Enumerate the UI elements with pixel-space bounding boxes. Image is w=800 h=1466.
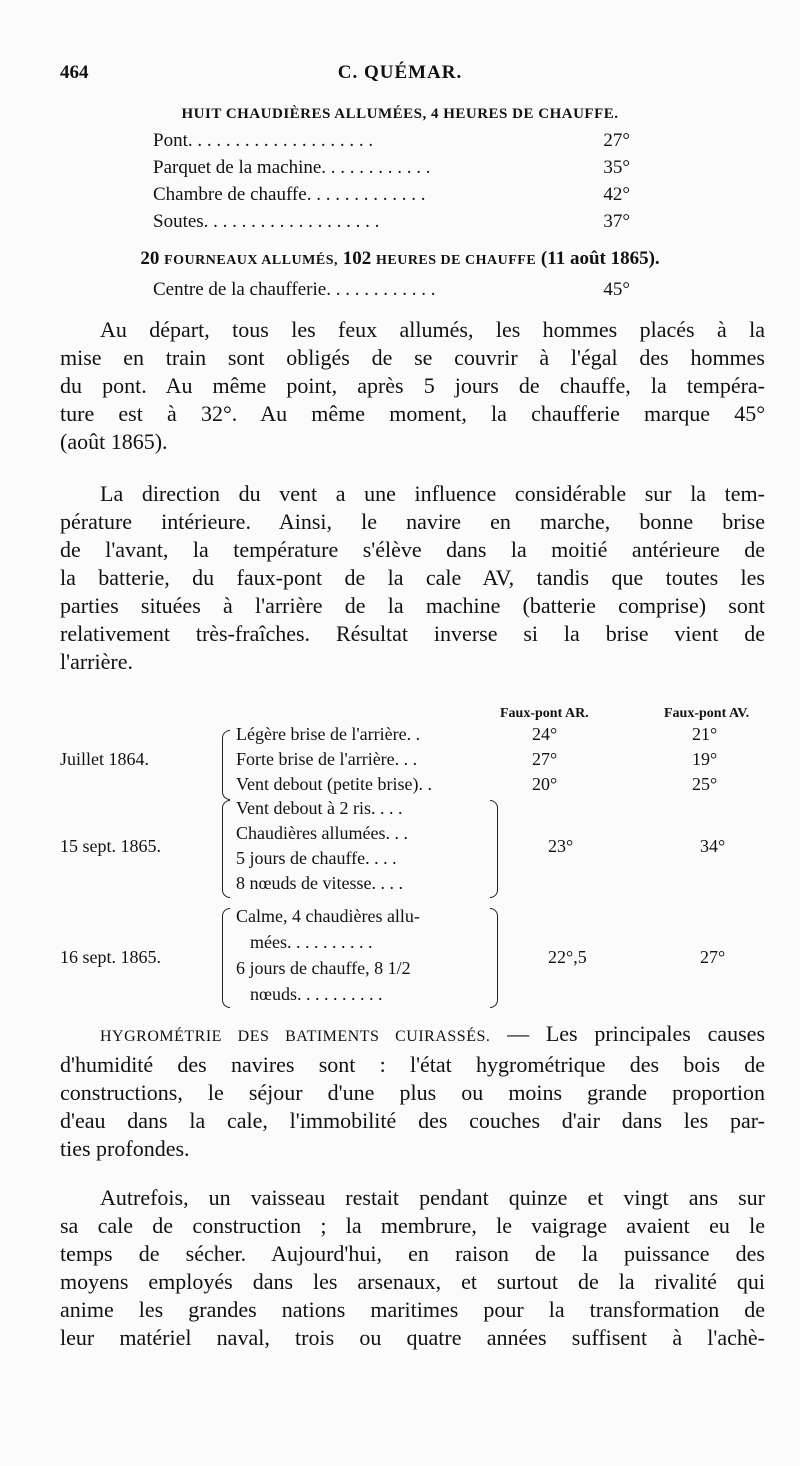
section-title-smallcaps: HYGROMÉTRIE DES BATIMENTS CUIRASSÉS. <box>100 1028 491 1045</box>
text-line: l'arrière. <box>60 649 133 674</box>
heading-date: (11 août 1865). <box>540 248 660 269</box>
text-line: La direction du vent a une influence considérable sur la tem- <box>100 481 765 506</box>
row-label: Centre de la chaufferie. . . . . . . . . . . . <box>153 279 436 300</box>
date-label: Juillet 1864. <box>60 749 149 769</box>
temp-ar: 23° <box>548 836 574 856</box>
heading-number: 20 <box>140 248 160 269</box>
column-header-faux-pont-av: Faux-pont AV. <box>664 706 750 721</box>
text-line <box>60 1020 765 1051</box>
condition-text: 5 jours de chauffe. . . . <box>236 848 397 868</box>
row-value: 45° <box>603 279 630 300</box>
text-line: anime les grandes nations maritimes pour la transformation de <box>60 1297 765 1322</box>
row-value: 27° <box>603 130 630 151</box>
row-value: 42° <box>603 184 630 205</box>
text-line: Au départ, tous les feux allumés, les hommes placés à la <box>100 317 765 342</box>
condition-text: 6 jours de chauffe, 8 1/2 <box>236 958 411 978</box>
running-title: C. QUÉMAR. <box>337 62 463 83</box>
condition-text: Chaudières allumées. . . <box>236 823 408 843</box>
temp-ar: 22°,5 <box>548 947 587 967</box>
left-brace <box>222 800 230 898</box>
heading-smallcaps: HEURES DE CHAUFFE <box>375 253 537 268</box>
text-line: relativement très-fraîches. Résultat inverse si la brise vient de <box>60 621 765 646</box>
row-label: Soutes. . . . . . . . . . . . . . . . . . . <box>153 211 380 232</box>
temp-av: 27° <box>700 947 726 967</box>
text-line: du pont. Au même point, après 5 jours de chauffe, la tempéra- <box>60 373 765 398</box>
right-brace <box>490 800 498 898</box>
text-line: sa cale de construction ; la membrure, le vaigrage avaient eu le <box>60 1213 765 1238</box>
temp-ar: 27° <box>532 749 558 769</box>
row-label: Pont. . . . . . . . . . . . . . . . . . . . <box>153 130 374 151</box>
row-label: Parquet de la machine. . . . . . . . . . . . <box>153 157 431 178</box>
temp-av: 21° <box>692 724 718 744</box>
paragraph-hygrometry <box>60 1020 765 1163</box>
text-line: la batterie, du faux-pont de la cale AV, tandis que toutes les <box>60 565 765 590</box>
text-line: moyens employés dans les arsenaux, et surtout de la rivalité qui <box>60 1269 765 1294</box>
row-label: Chambre de chauffe. . . . . . . . . . . . . <box>153 184 426 205</box>
right-brace <box>490 908 498 1008</box>
text-line: ture est à 32°. Au même moment, la chaufferie marque 45° <box>60 401 765 426</box>
condition-text: mées. . . . . . . . . . <box>250 932 373 952</box>
condition-text: nœuds. . . . . . . . . . <box>250 984 383 1004</box>
heading-number: 102 <box>342 248 372 269</box>
text-line: mise en train sont obligés de se couvrir à l'égal des hommes <box>60 345 765 370</box>
text-line: d'humidité des navires sont : l'état hygrométrique des bois de <box>60 1052 765 1077</box>
section-heading-eight-boilers: HUIT CHAUDIÈRES ALLUMÉES, 4 HEURES DE CHAUFFE. <box>181 106 619 122</box>
condition-text: Vent debout à 2 ris. . . . <box>236 798 403 818</box>
date-label: 16 sept. 1865. <box>60 947 161 967</box>
left-brace <box>222 730 230 800</box>
section-heading-twenty-furnaces <box>0 248 800 270</box>
text-line: ties profondes. <box>60 1136 190 1161</box>
text-line: de l'avant, la température s'élève dans la moitié antérieure de <box>60 537 765 562</box>
paragraph-departure <box>60 316 765 456</box>
condition-text: 8 nœuds de vitesse. . . . <box>236 873 403 893</box>
text-line: Autrefois, un vaisseau restait pendant quinze et vingt ans sur <box>100 1185 765 1210</box>
date-label: 15 sept. 1865. <box>60 836 161 856</box>
condition-text: Légère brise de l'arrière. . <box>236 724 421 744</box>
condition-text: Calme, 4 chaudières allu- <box>236 906 420 926</box>
text-line: leur matériel naval, trois ou quatre années suffisent à l'achè- <box>60 1325 765 1350</box>
page-number: 464 <box>60 62 89 83</box>
paragraph-wind-direction <box>60 480 765 676</box>
temp-av: 25° <box>692 774 718 794</box>
temp-ar: 24° <box>532 724 558 744</box>
text-line: (août 1865). <box>60 429 168 454</box>
text-line: parties situées à l'arrière de la machine (batterie comprise) sont <box>60 593 765 618</box>
heading-smallcaps: FOURNEAUX ALLUMÉS, <box>164 253 338 268</box>
text-run: — Les principales causes <box>490 1021 766 1046</box>
temp-ar: 20° <box>532 774 558 794</box>
temp-av: 34° <box>700 836 726 856</box>
left-brace <box>222 908 230 1008</box>
row-value: 37° <box>603 211 630 232</box>
text-line: pérature intérieure. Ainsi, le navire en marche, bonne brise <box>60 509 765 534</box>
text-line: constructions, le séjour d'une plus ou moins grande proportion <box>60 1080 765 1105</box>
temp-av: 19° <box>692 749 718 769</box>
condition-text: Vent debout (petite brise). . <box>236 774 432 794</box>
paragraph-formerly <box>60 1184 765 1352</box>
text-line: d'eau dans la cale, l'immobilité des couches d'air dans les par- <box>60 1108 765 1133</box>
column-header-faux-pont-ar: Faux-pont AR. <box>500 706 589 721</box>
condition-text: Forte brise de l'arrière. . . <box>236 749 418 769</box>
row-value: 35° <box>603 157 630 178</box>
text-line: temps de sécher. Aujourd'hui, en raison de la puissance des <box>60 1241 765 1266</box>
